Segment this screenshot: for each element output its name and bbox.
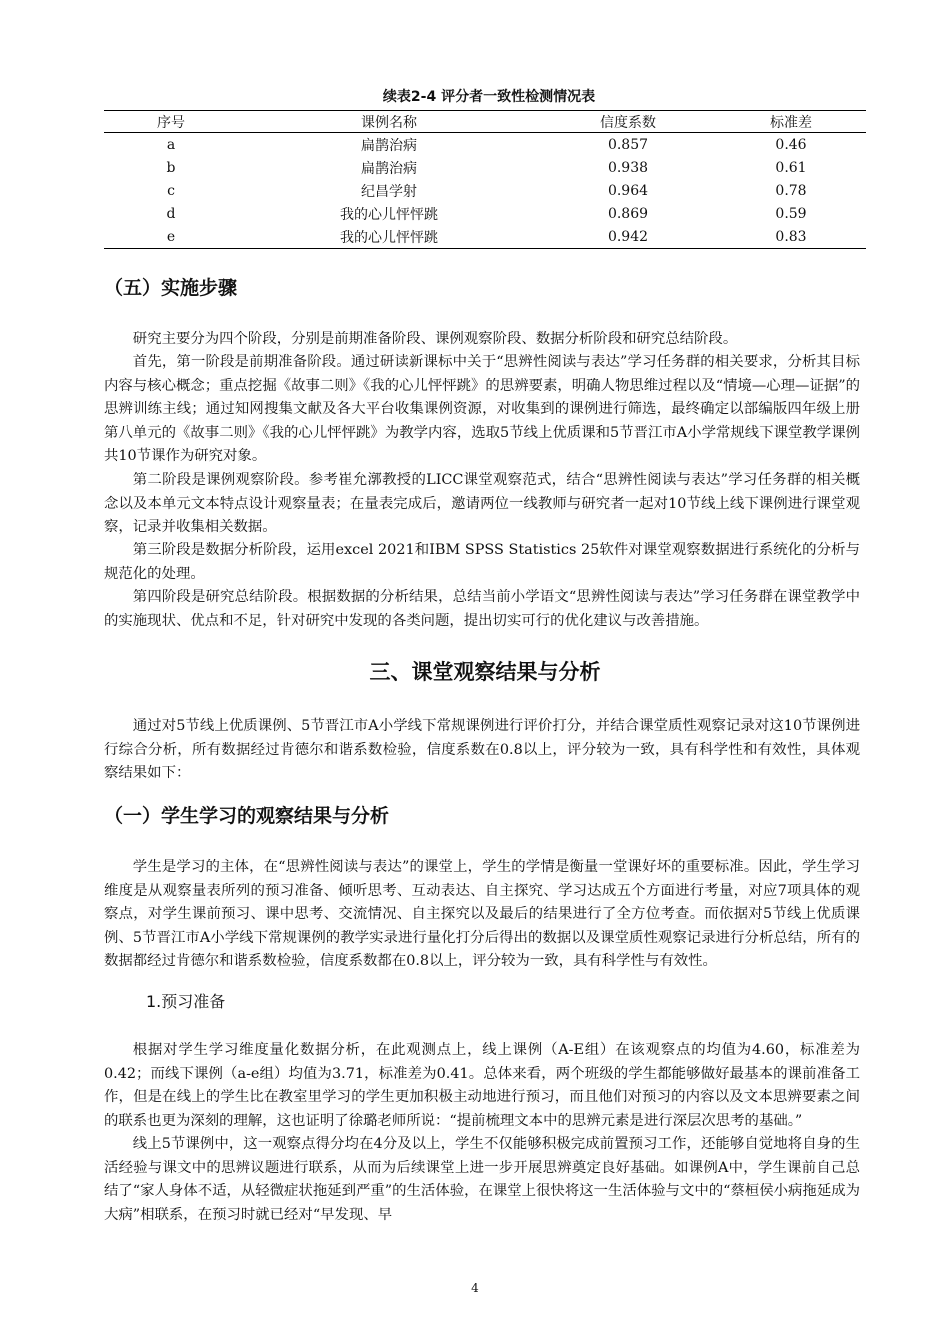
table-cell: e: [166, 228, 176, 245]
paragraph: 学生是学习的主体，在“思辨性阅读与表达”的课堂上，学生的学情是衡量一堂课好坏的重要标准。因此，学生学习维度是从观察量表所列的预习准备、倾听思考、互动表达、自主探究、学习达成五个方面进行考量，对应7项具体的观察点，对学生课前预习、课中思考、交流情况、自主探究以及最后的结果进行了全方位考查。而依据对5节线上优质课例、5节晋江市A小学线下常规课例的教学实录进行量化打分后得出的数据以及课堂质性观察记录进行分析总结，所有的数据都经过肯德尔和谐系数检验，信度系数都在0.8以上，评分较为一致，具有科学性与有效性。: [104, 859, 860, 969]
table-header-row: [104, 111, 866, 133]
table-cell: 0.83: [775, 228, 807, 245]
table-cell: 我的心儿怦怦跳: [340, 229, 438, 246]
chapter-heading: 三、课堂观察结果与分析: [369, 660, 601, 684]
column-header: 课例名称: [361, 114, 417, 131]
paragraph: 第二阶段是课例观察阶段。参考崔允漷教授的LICC课堂观察范式，结合“思辨性阅读与表达”学习任务群的相关概念以及本单元文本特点设计观察量表；在量表完成后，邀请两位一线教师与研究者一起对10节线上线下课例进行课堂观察，记录并收集相关数据。: [104, 472, 860, 535]
paragraph: 通过对5节线上优质课例、5节晋江市A小学线下常规课例进行评价打分，并结合课堂质性观察记录对这10节课例进行综合分析，所有数据经过肯德尔和谐系数检验，信度系数在0.8以上，评分较为一致，具有科学性和有效性，具体观察结果如下：: [104, 718, 860, 781]
column-header: 序号: [157, 114, 185, 131]
paragraph: 第三阶段是数据分析阶段，运用excel 2021和IBM SPSS Statistics 25软件对课堂观察数据进行系统化的分析与规范化的处理。: [104, 542, 860, 582]
paragraph: 首先，第一阶段是前期准备阶段。通过研读新课标中关于“思辨性阅读与表达”学习任务群的相关要求，分析其目标内容与核心概念；重点挖掘《故事二则》《我的心儿怦怦跳》的思辨要素，明确人物思维过程以及“情境—心理—证据”的思辨训练主线；通过知网搜集文献及各大平台收集课例资源，对收集到的课例进行筛选，最终确定以部编版四年级上册第八单元的《故事二则》《我的心儿怦怦跳》为教学内容，选取5节线上优质课和5节晋江市A小学常规线下课堂教学课例共10节课作为研究对象。: [104, 354, 860, 464]
table-cell: c: [167, 182, 175, 199]
table-cell: d: [166, 205, 176, 222]
subsection-heading: 1.预习准备: [146, 992, 226, 1011]
table-cell: 0.78: [775, 182, 807, 199]
table-cell: a: [166, 136, 176, 153]
paragraph: 根据对学生学习维度量化数据分析，在此观测点上，线上课例（A-E组）在该观察点的均值为4.60，标准差为0.42；而线下课例（a-e组）均值为3.71，标准差为0.41。总体来看，两个班级的学生都能够做好最基本的课前准备工作，但是在线上的学生比在教室里学习的学生更加积极主动地进行预习，而且他们对预习的内容以及文本思辨要素之间的联系也更为深刻的理解，这也证明了徐璐老师所说：“提前梳理文本中的思辨元素是进行深层次思考的基础。”: [104, 1042, 860, 1129]
table-cell: 我的心儿怦怦跳: [340, 206, 438, 223]
table-cell: 0.942: [607, 228, 649, 245]
table-cell: 扁鹊治病: [361, 160, 417, 177]
table-row: [104, 179, 866, 202]
paragraph: 线上5节课例中，这一观察点得分均在4分及以上，学生不仅能够积极完成前置预习工作，还能够自觉地将自身的生活经验与课文中的思辨议题进行联系，从而为后续课堂上进一步开展思辨奠定良好基础。如课例A中，学生课前自己总结了“家人身体不适，从轻微症状拖延到严重”的生活体验，在课堂上很快将这一生活体验与文中的“蔡桓侯小病拖延成为大病”相联系，在预习时就已经对“早发现、早: [104, 1136, 860, 1223]
table-cell: 0.869: [607, 205, 649, 222]
table-title: 续表2-4 评分者一致性检测情况表: [382, 89, 596, 105]
paragraph: 第四阶段是研究总结阶段。根据数据的分析结果，总结当前小学语文“思辨性阅读与表达”学习任务群在课堂教学中的实施现状、优点和不足，针对研究中发现的各类问题，提出切实可行的优化建议与改善措施。: [104, 589, 860, 629]
table-row: [104, 156, 866, 179]
table-cell: 0.938: [607, 159, 649, 176]
consistency-table: [104, 110, 866, 249]
column-header: 标准差: [770, 114, 812, 131]
table-cell: 0.61: [775, 159, 807, 176]
table-row: [104, 225, 866, 249]
section-heading-student-learning: （一）学生学习的观察结果与分析: [104, 805, 390, 827]
paragraph: 研究主要分为四个阶段，分别是前期准备阶段、课例观察阶段、数据分析阶段和研究总结阶段。: [132, 331, 738, 347]
document-page: [104, 86, 866, 1223]
table-row: [104, 133, 866, 157]
table-cell: 纪昌学射: [361, 183, 417, 200]
table-cell: b: [166, 159, 176, 176]
table-cell: 0.46: [775, 136, 807, 153]
table-cell: 0.59: [775, 205, 807, 222]
table-cell: 扁鹊治病: [361, 137, 417, 154]
table-row: [104, 202, 866, 225]
page-number: 4: [471, 1281, 479, 1295]
section-heading-implementation: （五）实施步骤: [104, 277, 238, 299]
table-cell: 0.857: [607, 136, 649, 153]
column-header: 信度系数: [600, 114, 656, 131]
table-cell: 0.964: [607, 182, 649, 199]
